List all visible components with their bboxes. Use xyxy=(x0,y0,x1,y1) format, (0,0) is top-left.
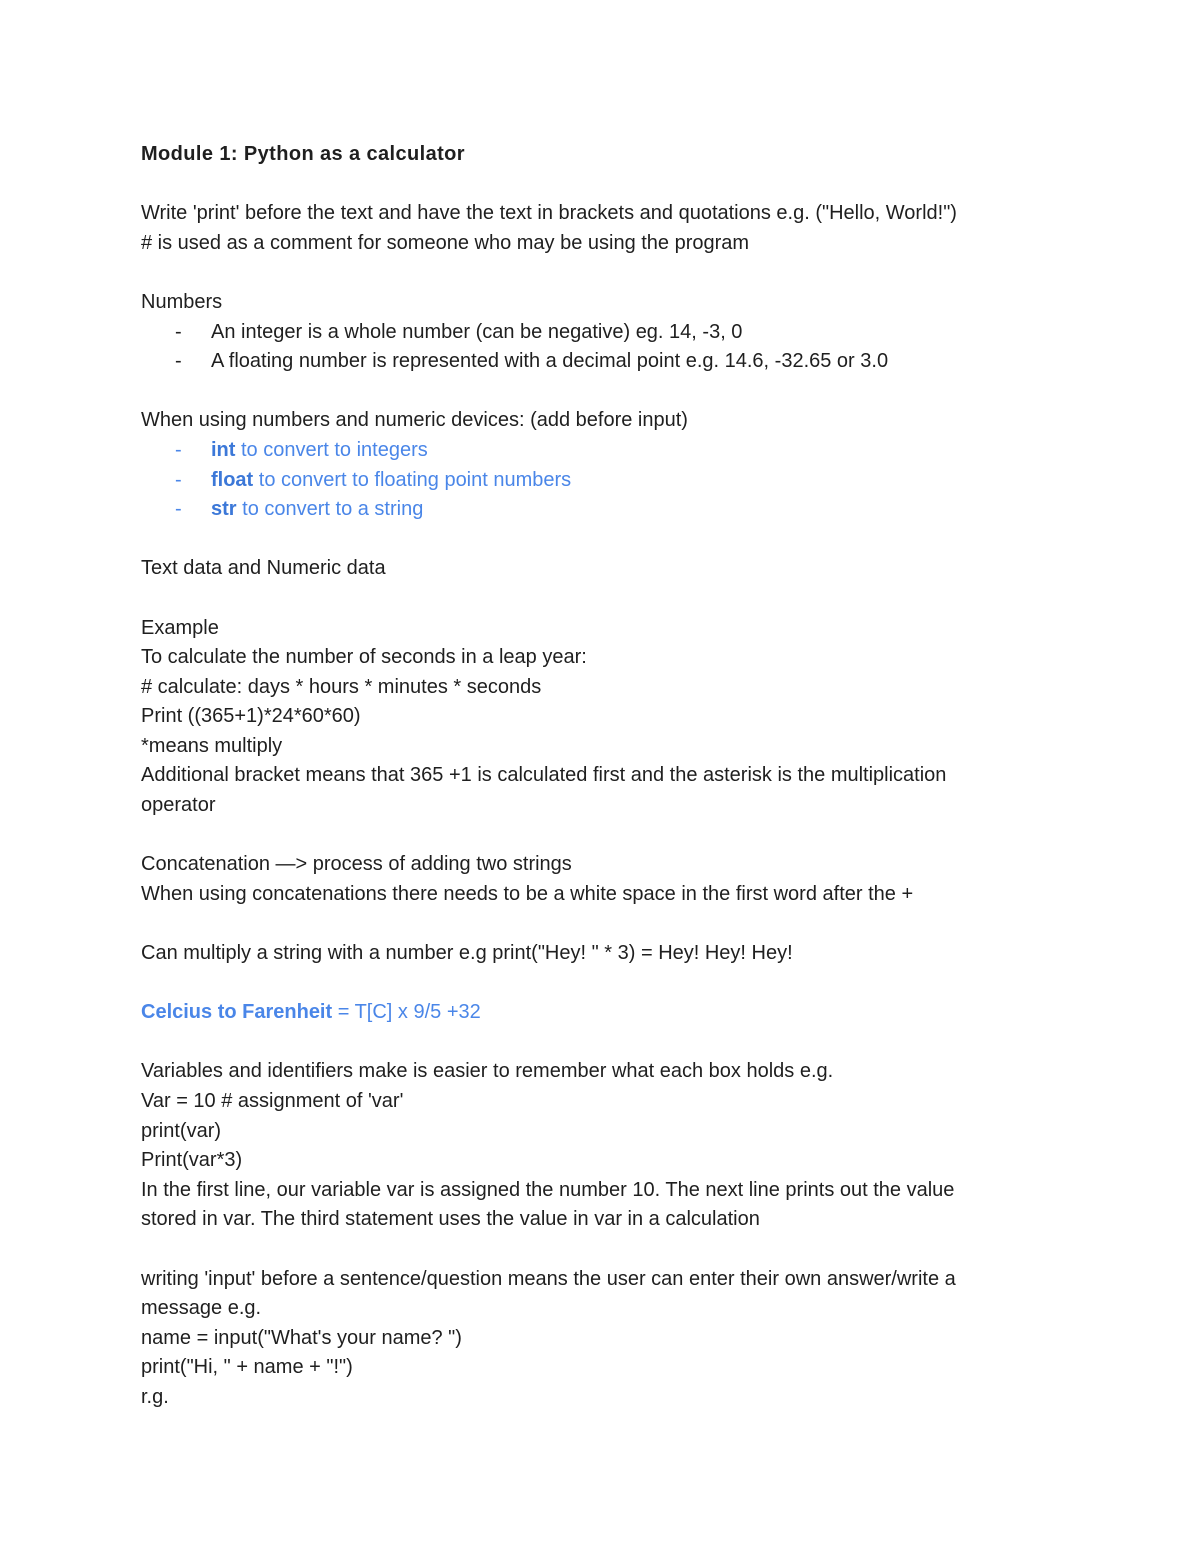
text-numeric-heading: Text data and Numeric data xyxy=(141,557,386,580)
input-line: message e.g. xyxy=(141,1297,262,1320)
list-item-text: A floating number is represented with a decimal point e.g. 14.6, -32.65 or 3.0 xyxy=(211,350,889,373)
celsius-formula: = T[C] x 9/5 +32 xyxy=(332,1001,481,1024)
list-item xyxy=(141,495,1041,525)
celsius-line xyxy=(141,998,1041,1028)
spacer xyxy=(141,1235,1041,1265)
intro-line-1: Write 'print' before the text and have the text in brackets and quotations e.g. ("Hello, World!") xyxy=(141,202,957,225)
input-line: name = input("What's your name? ") xyxy=(141,1326,462,1349)
spacer xyxy=(141,377,1041,407)
list-item-text: to convert to floating point numbers xyxy=(253,468,572,491)
numbers-heading: Numbers xyxy=(141,290,223,313)
keyword-str: str xyxy=(211,498,237,521)
spacer xyxy=(141,821,1041,851)
dash-bullet: - xyxy=(175,438,182,461)
numeric-devices-heading: When using numbers and numeric devices: (add before input) xyxy=(141,409,688,432)
variables-line: Print(var*3) xyxy=(141,1149,243,1172)
input-line: writing 'input' before a sentence/question means the user can enter their own answer/write a xyxy=(141,1267,956,1290)
example-line: Print ((365+1)*24*60*60) xyxy=(141,705,361,728)
concatenation-line: Concatenation —> process of adding two strings xyxy=(141,853,572,876)
input-line: print("Hi, " + name + "!") xyxy=(141,1356,353,1379)
variables-line: print(var) xyxy=(141,1119,222,1142)
variables-line: In the first line, our variable var is assigned the number 10. The next line prints out the value xyxy=(141,1178,955,1201)
celsius-label: Celcius to Farenheit xyxy=(141,1001,333,1024)
list-item xyxy=(141,466,1041,496)
dash-bullet: - xyxy=(175,350,182,373)
example-heading: Example xyxy=(141,616,219,639)
list-item-text: to convert to a string xyxy=(236,498,424,521)
dash-bullet: - xyxy=(175,498,182,521)
spacer xyxy=(141,170,1041,200)
spacer xyxy=(141,1028,1041,1058)
example-line: operator xyxy=(141,794,216,817)
list-item xyxy=(141,318,1041,348)
numbers-list xyxy=(141,318,1041,377)
example-line: # calculate: days * hours * minutes * seconds xyxy=(141,675,542,698)
numeric-devices-list xyxy=(141,436,1041,525)
keyword-float: float xyxy=(211,468,254,491)
dash-bullet: - xyxy=(175,468,182,491)
list-item xyxy=(141,347,1041,377)
variables-line: Var = 10 # assignment of 'var' xyxy=(141,1090,404,1112)
spacer xyxy=(141,584,1041,614)
list-item xyxy=(141,436,1041,466)
list-item-text: to convert to integers xyxy=(235,438,428,461)
variables-line: stored in var. The third statement uses the value in var in a calculation xyxy=(141,1208,760,1231)
example-line: Additional bracket means that 365 +1 is calculated first and the asterisk is the multiplication xyxy=(141,764,947,787)
document-page xyxy=(141,140,1041,1413)
concatenation-line: When using concatenations there needs to be a white space in the first word after the + xyxy=(141,882,914,905)
spacer xyxy=(141,258,1041,288)
page-title: Module 1: Python as a calculator xyxy=(141,143,465,165)
input-line: r.g. xyxy=(141,1385,169,1408)
spacer xyxy=(141,969,1041,999)
spacer xyxy=(141,525,1041,555)
intro-line-2: # is used as a comment for someone who may be using the program xyxy=(141,231,750,254)
example-line: To calculate the number of seconds in a leap year: xyxy=(141,646,587,669)
example-line: *means multiply xyxy=(141,734,283,757)
keyword-int: int xyxy=(211,438,236,461)
list-item-text: An integer is a whole number (can be negative) eg. 14, -3, 0 xyxy=(211,320,743,343)
dash-bullet: - xyxy=(175,320,182,343)
spacer xyxy=(141,909,1041,939)
variables-line: Variables and identifiers make is easier to remember what each box holds e.g. xyxy=(141,1060,834,1083)
multiply-string-line: Can multiply a string with a number e.g print("Hey! " * 3) = Hey! Hey! Hey! xyxy=(141,942,793,965)
